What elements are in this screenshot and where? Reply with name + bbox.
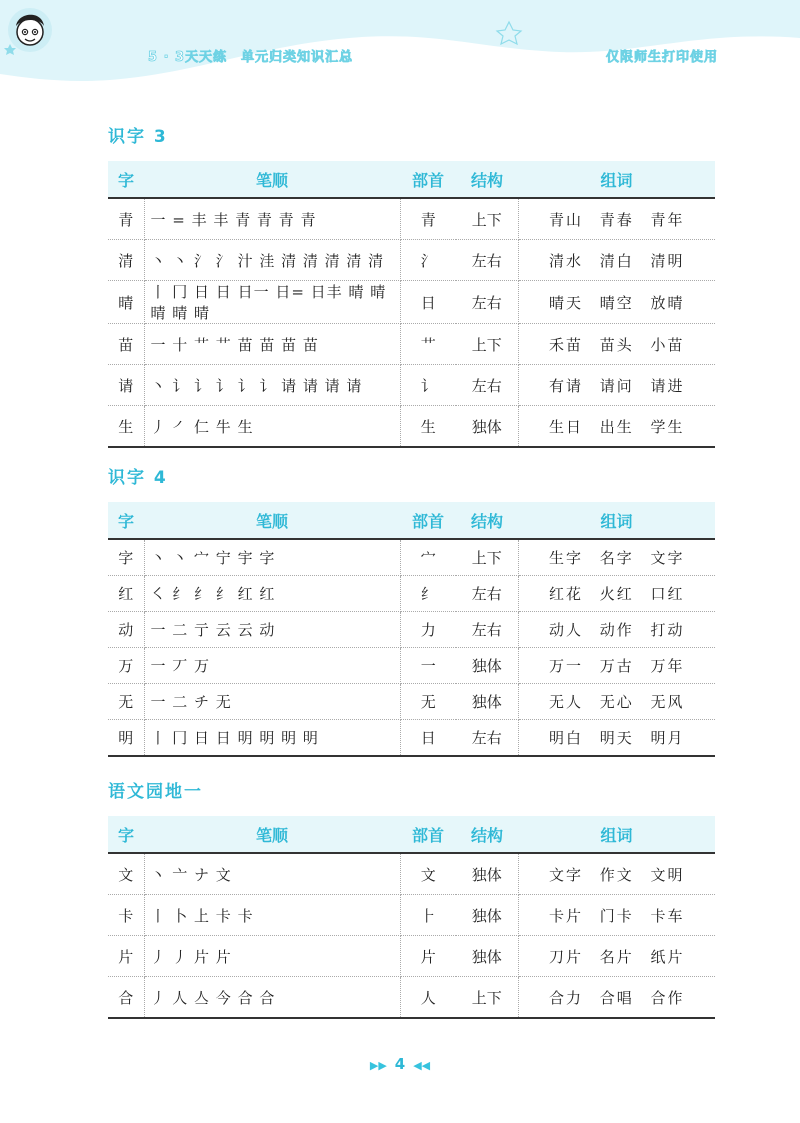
words-cell: 文字 作文 文明: [518, 853, 715, 895]
stroke-sequence: ㇛ 纟 纟 纟 红 红: [150, 585, 276, 603]
table-row: [108, 720, 715, 757]
words-cell: 清水 清白 清明: [518, 240, 715, 281]
table-header-row: [108, 502, 715, 539]
brand-subtitle: 单元归类知识汇总: [241, 50, 354, 65]
page-header: [0, 0, 800, 100]
col-strokes: 笔顺: [144, 502, 400, 539]
col-radical: 部首: [400, 816, 456, 853]
radical-cell: 宀: [400, 539, 456, 576]
col-words: 组词: [518, 161, 715, 198]
col-char: 字: [108, 816, 144, 853]
table-row: [108, 281, 715, 324]
structure-cell: 上下: [456, 198, 518, 240]
structure-cell: 左右: [456, 576, 518, 612]
words-cell: 生字 名字 文字: [518, 539, 715, 576]
structure-cell: 上下: [456, 324, 518, 365]
radical-cell: 生: [400, 406, 456, 448]
words-cell: 明白 明天 明月: [518, 720, 715, 757]
table-row: [108, 406, 715, 448]
radical-cell: 日: [400, 720, 456, 757]
section-title: 识字 3: [108, 127, 168, 147]
table-row: [108, 365, 715, 406]
char-cell: 生: [108, 406, 144, 448]
table-row: [108, 612, 715, 648]
structure-cell: 上下: [456, 539, 518, 576]
stroke-sequence: 丶 丶 氵 氵 汁 洼 清 清 清 清 清: [150, 251, 385, 270]
radical-cell: 青: [400, 198, 456, 240]
table-row: [108, 198, 715, 240]
words-cell: 禾苗 苗头 小苗: [518, 324, 715, 365]
char-cell: 万: [108, 648, 144, 684]
stroke-order-cell: [144, 324, 400, 365]
col-structure: 结构: [456, 816, 518, 853]
stroke-order-cell: [144, 648, 400, 684]
words-cell: 合力 合唱 合作: [518, 977, 715, 1019]
character-table: [108, 161, 715, 448]
stroke-sequence: 丿 人 亼 今 合 合: [150, 988, 276, 1007]
radical-cell: ⺊: [400, 895, 456, 936]
stroke-sequence: 丶 亠 ナ 文: [150, 865, 232, 884]
radical-cell: 氵: [400, 240, 456, 281]
table-row: [108, 936, 715, 977]
col-structure: 结构: [456, 161, 518, 198]
structure-cell: 左右: [456, 365, 518, 406]
page-number-value: 4: [394, 1055, 406, 1073]
structure-cell: 独体: [456, 406, 518, 448]
radical-cell: 片: [400, 936, 456, 977]
words-cell: 刀片 名片 纸片: [518, 936, 715, 977]
words-cell: 有请 请问 请进: [518, 365, 715, 406]
radical-cell: 人: [400, 977, 456, 1019]
radical-cell: 日: [400, 281, 456, 324]
col-words: 组词: [518, 816, 715, 853]
structure-cell: 上下: [456, 977, 518, 1019]
radical-cell: 无: [400, 684, 456, 720]
stroke-order-cell: [144, 365, 400, 406]
section-title: 识字 4: [108, 468, 168, 488]
words-cell: 动人 动作 打动: [518, 612, 715, 648]
table-row: [108, 576, 715, 612]
char-cell: 文: [108, 853, 144, 895]
char-cell: 动: [108, 612, 144, 648]
char-cell: 合: [108, 977, 144, 1019]
char-cell: 字: [108, 539, 144, 576]
stroke-sequence: 一 十 艹 艹 苗 苗 苗 苗: [150, 335, 319, 354]
stroke-order-cell: [144, 240, 400, 281]
stroke-sequence: 丨 卜 上 卡 卡: [150, 906, 254, 925]
stroke-sequence: 丶 丶 宀 宁 宇 字: [150, 549, 276, 567]
char-cell: 红: [108, 576, 144, 612]
section-title: 语文园地一: [108, 782, 203, 802]
structure-cell: 左右: [456, 720, 518, 757]
stroke-order-cell: [144, 936, 400, 977]
structure-cell: 左右: [456, 612, 518, 648]
char-cell: 青: [108, 198, 144, 240]
char-cell: 请: [108, 365, 144, 406]
radical-cell: 力: [400, 612, 456, 648]
stroke-order-cell: [144, 684, 400, 720]
words-cell: 红花 火红 口红: [518, 576, 715, 612]
stroke-sequence: 丶 讠 讠 讠 讠 讠 请 请 请 请: [150, 376, 363, 395]
arrow-left-icon: ◀◀: [413, 1059, 431, 1072]
stroke-sequence: 丨 冂 日 日 明 明 明 明: [150, 729, 319, 747]
table-row: [108, 977, 715, 1019]
structure-cell: 独体: [456, 936, 518, 977]
character-table: [108, 816, 715, 1019]
stroke-order-cell: [144, 406, 400, 448]
mascot-icon: [0, 0, 64, 56]
words-cell: 晴天 晴空 放晴: [518, 281, 715, 324]
char-cell: 卡: [108, 895, 144, 936]
radical-cell: 讠: [400, 365, 456, 406]
table-row: [108, 895, 715, 936]
stroke-order-cell: [144, 720, 400, 757]
structure-cell: 独体: [456, 648, 518, 684]
stroke-sequence: 丿 丿 片 片: [150, 947, 232, 966]
stroke-sequence: 一 丆 万: [150, 657, 211, 675]
stroke-sequence: 丨 冂 日 日 日一 日= 日丰 晴 晴 晴 晴 晴: [150, 283, 387, 322]
structure-cell: 独体: [456, 895, 518, 936]
structure-cell: 独体: [456, 853, 518, 895]
stroke-order-cell: [144, 198, 400, 240]
char-cell: 晴: [108, 281, 144, 324]
words-cell: 万一 万古 万年: [518, 648, 715, 684]
char-cell: 片: [108, 936, 144, 977]
brand-title: [148, 46, 353, 65]
table-row: [108, 853, 715, 895]
table-row: [108, 648, 715, 684]
col-strokes: 笔顺: [144, 161, 400, 198]
radical-cell: 文: [400, 853, 456, 895]
words-cell: 卡片 门卡 卡车: [518, 895, 715, 936]
stroke-order-cell: [144, 539, 400, 576]
structure-cell: 左右: [456, 240, 518, 281]
char-cell: 苗: [108, 324, 144, 365]
radical-cell: 艹: [400, 324, 456, 365]
radical-cell: 一: [400, 648, 456, 684]
col-words: 组词: [518, 502, 715, 539]
col-strokes: 笔顺: [144, 816, 400, 853]
usage-badge: 仅限师生打印使用: [605, 50, 718, 65]
col-structure: 结构: [456, 502, 518, 539]
character-table: [108, 502, 715, 757]
words-cell: 生日 出生 学生: [518, 406, 715, 448]
char-cell: 无: [108, 684, 144, 720]
table-header-row: [108, 816, 715, 853]
words-cell: 无人 无心 无风: [518, 684, 715, 720]
table-row: [108, 539, 715, 576]
col-char: 字: [108, 161, 144, 198]
radical-cell: 纟: [400, 576, 456, 612]
col-radical: 部首: [400, 502, 456, 539]
brand-series: 5 · 3天天练: [148, 50, 228, 65]
col-char: 字: [108, 502, 144, 539]
stroke-sequence: 一 二 亍 云 云 动: [150, 621, 276, 639]
page-number: [0, 1055, 800, 1073]
stroke-order-cell: [144, 612, 400, 648]
stroke-sequence: 一 = 丰 丰 青 青 青 青: [150, 210, 317, 229]
table-header-row: [108, 161, 715, 198]
stroke-order-cell: [144, 853, 400, 895]
stroke-sequence: 一 二 チ 无: [150, 693, 232, 711]
structure-cell: 独体: [456, 684, 518, 720]
table-row: [108, 240, 715, 281]
stroke-order-cell: [144, 281, 400, 324]
table-row: [108, 324, 715, 365]
stroke-sequence: 丿 ㇒ 仁 牛 生: [150, 417, 254, 436]
char-cell: 明: [108, 720, 144, 757]
col-radical: 部首: [400, 161, 456, 198]
stroke-order-cell: [144, 895, 400, 936]
char-cell: 清: [108, 240, 144, 281]
words-cell: 青山 青春 青年: [518, 198, 715, 240]
table-row: [108, 684, 715, 720]
stroke-order-cell: [144, 576, 400, 612]
structure-cell: 左右: [456, 281, 518, 324]
arrow-right-icon: ▶▶: [369, 1059, 387, 1072]
stroke-order-cell: [144, 977, 400, 1019]
